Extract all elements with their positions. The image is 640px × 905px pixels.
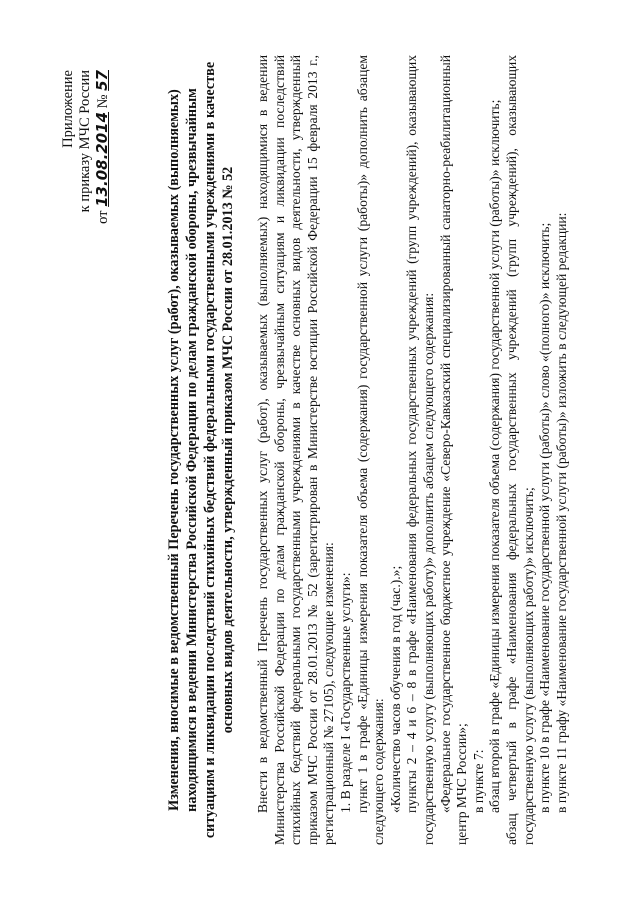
document-body	[255, 55, 570, 845]
paragraph: абзац четвертый в графе «Наименования федеральных государственных учреждений (групп учреждений), оказывающих государственную услугу (выполняющих работу)» исключить;	[503, 55, 536, 845]
appendix-order-ref: к приказу МЧС России	[77, 70, 93, 213]
number-prefix: №	[95, 94, 111, 109]
paragraph: абзац второй в графе «Единицы измерения показателя объема (содержания) государственной услуги (работы)» исключить;	[487, 99, 503, 813]
appendix-header	[60, 70, 112, 224]
paragraph: «Количество часов обучения в год (час.).»;	[387, 565, 403, 813]
paragraph: в пункте 11 графу «Наименование государственной услуги (работы)» изложить в следующей редакции:	[553, 212, 569, 813]
paragraph: в пункте 7:	[470, 749, 486, 813]
paragraph: «Федеральное государственное бюджетное учреждение «Северо-Кавказский специализированный санаторно-реабилитационный центр МЧС России»;	[437, 55, 470, 845]
paragraph: в пункте 10 в графе «Наименование государственной услуги (работы)» слово «(полного)» исключить;	[537, 222, 553, 813]
paragraph: 1. В разделе I «Государственные услуги»:	[337, 572, 353, 813]
handwritten-date: 13.08.2014	[93, 111, 111, 207]
document-title: Изменения, вносимые в ведомственный Перечень государственных услуг (работ), оказываемых (выполняемых) находящимися в ведении Министерства Российской Федерации по делам гражданской обороны, чрезвычайным ситуациям и ликвидации последствий стихийных бедствий федеральными государственными учреждениями в качестве основных видов деятельности, утвержденный приказом МЧС России от 28.01.2013 № 52	[166, 61, 236, 839]
date-prefix: от	[95, 210, 111, 224]
handwritten-number: 57	[93, 70, 111, 91]
appendix-date-line	[94, 70, 112, 224]
paragraph: пункты 2 – 4 и 6 – 8 в графе «Наименования федеральных государственных учреждений (групп учреждений), оказывающих государственную услугу (выполняющих работу)» дополнить абзацем следующего содержания:	[404, 55, 436, 845]
paragraph: пункт 1 в графе «Единицы измерения показателя объема (содержания) государственной услуги (работы)» дополнить абзацем следующего содержания:	[354, 55, 387, 845]
paragraph: Внести в ведомственный Перечень государственных услуг (работ), оказываемых (выполняемых) находящимися в ведении Министерства Российской Федерации по делам гражданской обороны, чрезвычайным ситуациям и ликвидации последствий стихийных бедствий федеральными государственными учреждениями в качестве основных видов деятельности, утвержденный приказом МЧС России от 28.01.2013 № 52 (зарегистрирован в Министерстве юстиции Российской Федерации 15 февраля 2013 г., регистрационный № 27105), следующие изменения:	[255, 55, 337, 845]
appendix-label: Приложение	[60, 70, 76, 148]
